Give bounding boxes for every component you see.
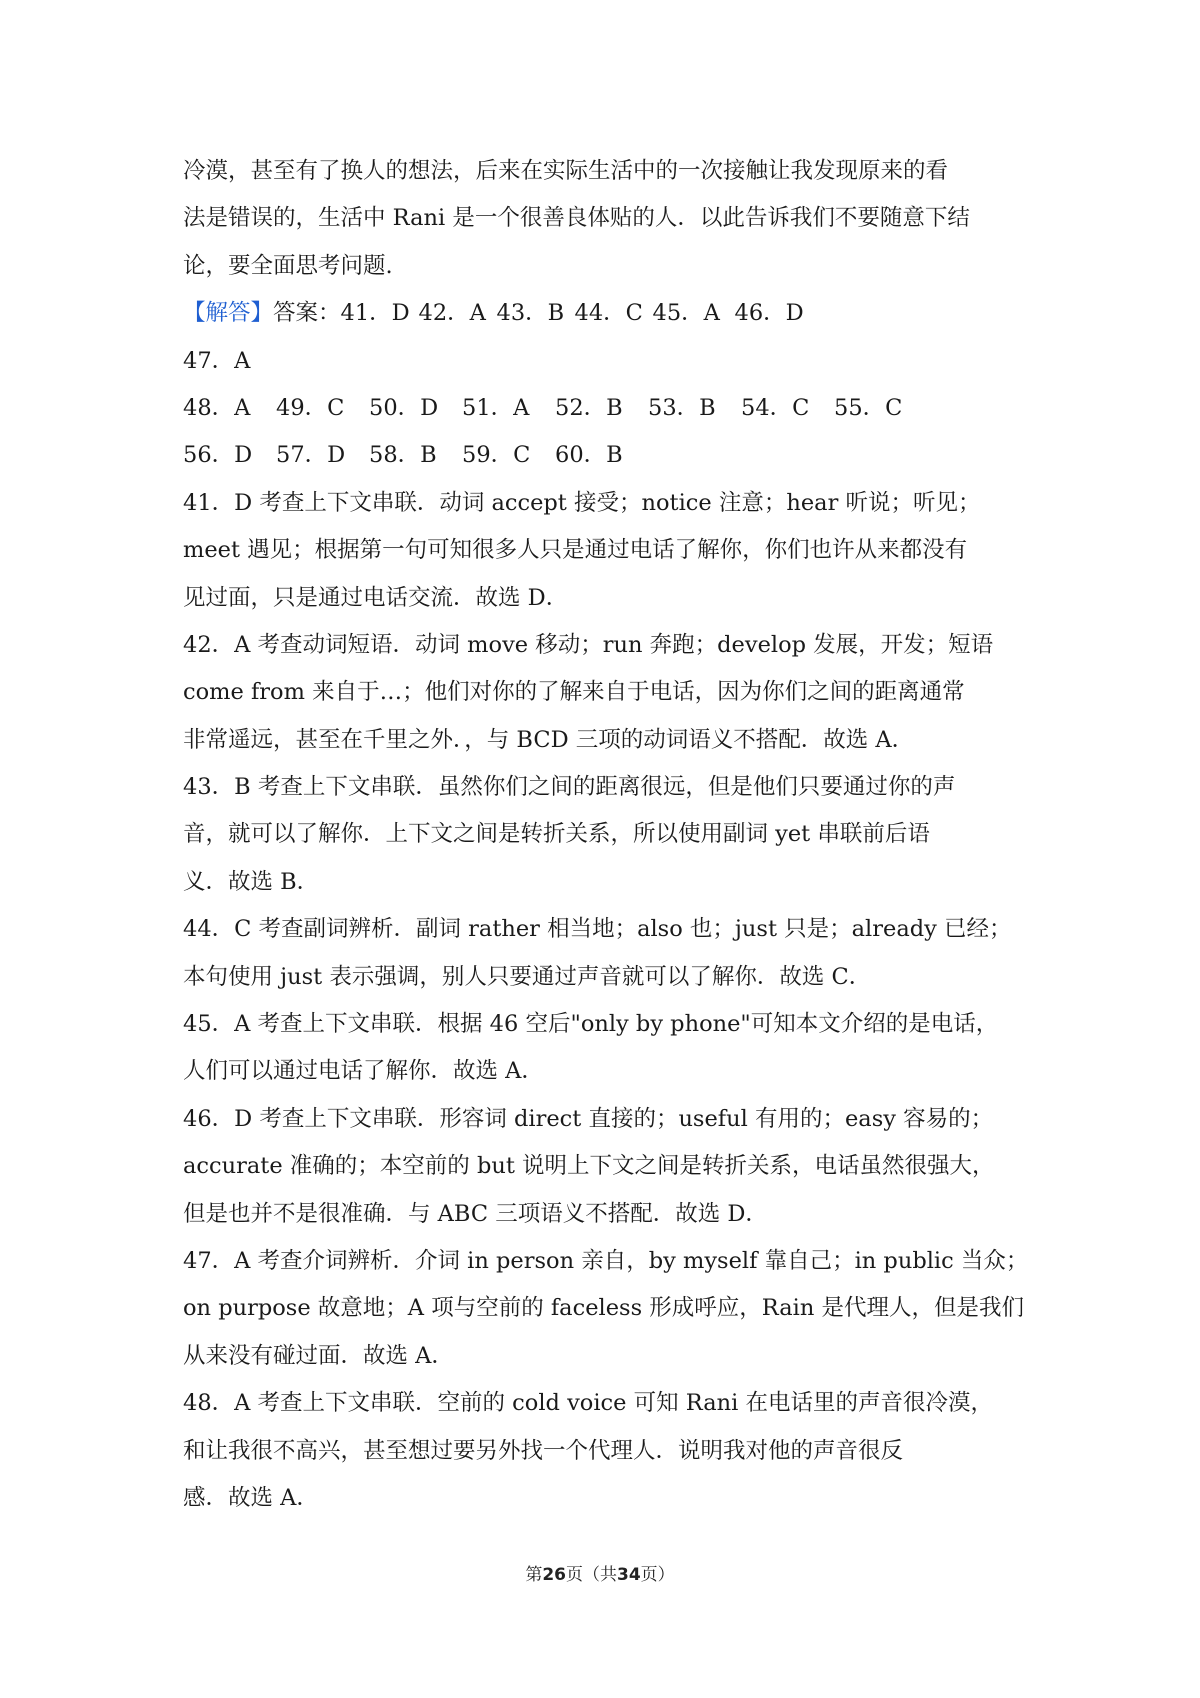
explanation-line: 43．B 考查上下文串联．虽然你们之间的距离很远，但是他们只要通过你的声 (183, 774, 956, 801)
answer-item: 55．C (834, 394, 903, 421)
explanation-line: 41．D 考查上下文串联．动词 accept 接受；notice 注意；hear 听说；听见； (183, 489, 981, 516)
answer-item: 59．C (462, 442, 531, 469)
explanation-line: 人们可以通过电话了解你．故选 A． (183, 1058, 544, 1085)
answer-item: 46．D (734, 300, 804, 327)
footer-prefix: 第 (525, 1565, 543, 1585)
answer-item: 53．B (648, 394, 716, 421)
explanation-line: 和让我很不高兴，甚至想过要另外找一个代理人．说明我对他的声音很反 (183, 1437, 904, 1464)
explanation-line: come from 来自于…；他们对你的了解来自于电话，因为你们之间的距离通常 (183, 679, 965, 706)
explanation-line: 本句使用 just 表示强调，别人只要通过声音就可以了解你．故选 C． (183, 963, 872, 990)
footer-page-number: 26 (542, 1565, 566, 1585)
explanation-line: accurate 准确的；本空前的 but 说明上下文之间是转折关系，电话虽然很强大， (183, 1153, 995, 1180)
footer-suffix: 页） (640, 1565, 675, 1585)
answer-item: 52．B (555, 394, 623, 421)
answer-item: 54．C (741, 394, 810, 421)
answer-row-3 (183, 432, 1028, 479)
explanation-line: 42．A 考查动词短语．动词 move 移动；run 奔跑；develop 发展，开发；短语 (183, 631, 994, 658)
page-footer (0, 1560, 1200, 1585)
explanation-line: 44．C 考查副词辨析．副词 rather 相当地；also 也；just 只是；already 已经； (183, 916, 1012, 943)
explanation-line: 但是也并不是很准确．与 ABC 三项语义不搭配．故选 D． (183, 1200, 768, 1227)
explanation-line: 47．A 考查介词辨析．介词 in person 亲自，by myself 靠自己；in public 当众； (183, 1247, 1029, 1274)
explanation-line: 音，就可以了解你．上下文之间是转折关系，所以使用副词 yet 串联前后语 (183, 821, 930, 848)
answer-item: 48．A (183, 394, 251, 421)
explanation-line: 感．故选 A． (183, 1484, 319, 1511)
answer-row-2 (183, 385, 1028, 432)
answer-item: 57．D (276, 442, 346, 469)
footer-mid: 页（共 (566, 1565, 617, 1585)
answer-item: 49．C (276, 394, 345, 421)
explanation-line: 46．D 考查上下文串联．形容词 direct 直接的；useful 有用的；easy 容易的； (183, 1105, 994, 1132)
answer-item: 43．B (496, 300, 565, 327)
answer-item: 44．C (574, 300, 643, 327)
intro-line-1: 冷漠，甚至有了换人的想法，后来在实际生活中的一次接触让我发现原来的看 (183, 158, 949, 184)
answer-item: 51．A (462, 394, 530, 421)
explanation-line: meet 遇见；根据第一句可知很多人只是通过电话了解你，你们也许从来都没有 (183, 537, 968, 564)
explanation-line: 非常遥远，甚至在千里之外．，与 BCD 三项的动词语义不搭配．故选 A． (183, 726, 915, 753)
answer-row-1 (183, 338, 1028, 385)
answer-item: 60．B (555, 442, 623, 469)
explanation-line: 48．A 考查上下文串联．空前的 cold voice 可知 Rani 在电话里的声音很冷漠， (183, 1390, 993, 1417)
explanation-line: 从来没有碰过面．故选 A． (183, 1342, 454, 1369)
page-content (183, 148, 1028, 1522)
explanation-line: on purpose 故意地；A 项与空前的 faceless 形成呼应，Rain 是代理人，但是我们 (183, 1295, 1024, 1322)
answer-item: 45．A (652, 300, 720, 327)
answer-label: 答案： (273, 300, 341, 327)
answer-item: 42．A (418, 300, 486, 327)
answer-item: 47．A (183, 347, 251, 374)
intro-line-2: 法是错误的，生活中 Rani 是一个很善良体贴的人．以此告诉我们不要随意下结 (183, 205, 970, 232)
answer-item: 58．B (369, 442, 437, 469)
explanation-line: 45．A 考查上下文串联．根据 46 空后"only by phone"可知本文介绍的是电话， (183, 1011, 999, 1038)
answer-header-line (183, 290, 1028, 337)
answer-tag: 【解答】 (183, 300, 274, 327)
explanation-line: 见过面，只是通过电话交流．故选 D． (183, 584, 569, 611)
answer-item: 56．D (183, 442, 253, 469)
answer-item: 41．D (340, 300, 410, 327)
intro-line-3: 论，要全面思考问题. (183, 252, 393, 279)
footer-total-pages: 34 (617, 1565, 641, 1585)
answer-item: 50．D (369, 394, 439, 421)
explanation-line: 义．故选 B． (183, 868, 320, 895)
